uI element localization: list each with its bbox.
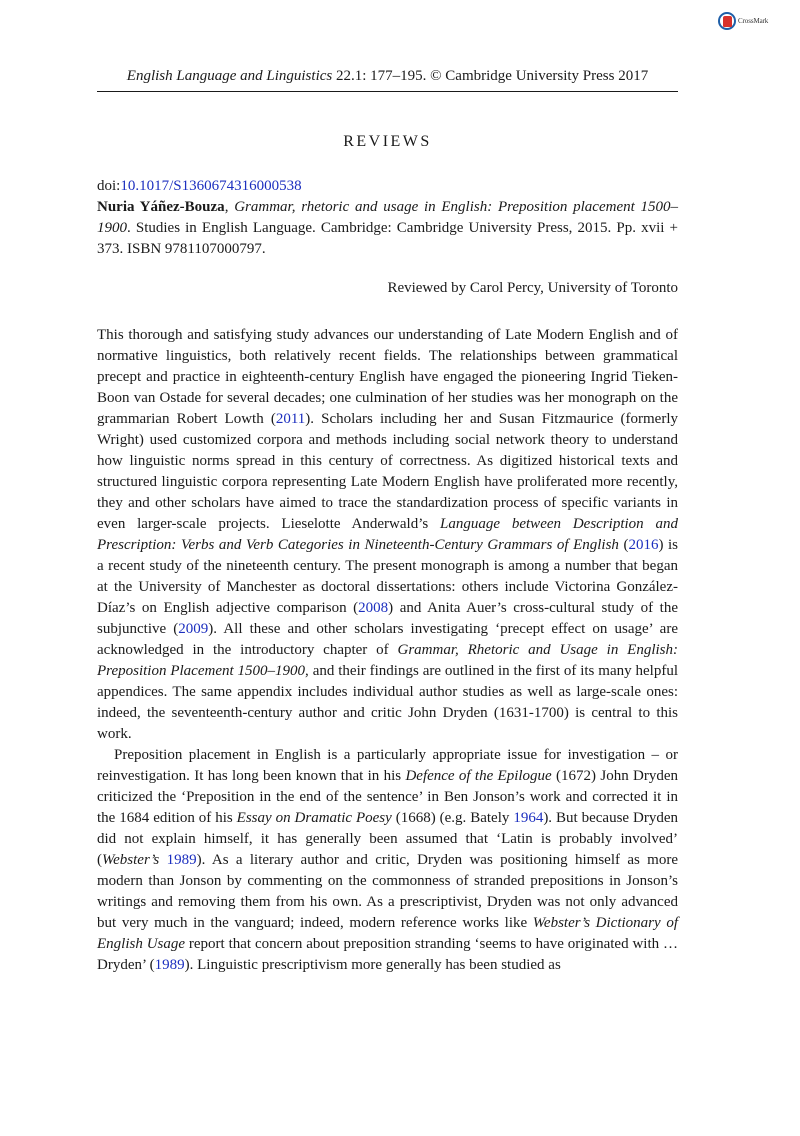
text: (1668) (e.g. Bately bbox=[391, 810, 514, 826]
book-author: Nuria Yáñez-Bouza bbox=[97, 199, 225, 215]
citation-separator: , bbox=[224, 199, 235, 215]
reviewer-line: Reviewed by Carol Percy, University of Toronto bbox=[387, 280, 678, 296]
doi-prefix: doi: bbox=[97, 178, 121, 194]
header-rule bbox=[97, 91, 678, 92]
doi-link[interactable]: 10.1017/S1360674316000538 bbox=[120, 178, 302, 194]
ref-link[interactable]: 1964 bbox=[513, 810, 544, 826]
text: ) and Anita Auer’s cross-cultural study of the subjunctive ( bbox=[97, 600, 678, 637]
issue-info: 22.1: 177–195. © Cambridge University Press 2017 bbox=[332, 68, 649, 84]
italic-title: Webster’s bbox=[102, 852, 160, 868]
italic-title: Essay on Dramatic Poesy bbox=[236, 810, 392, 826]
ref-link[interactable]: 1989 bbox=[166, 852, 197, 868]
ref-link[interactable]: 2016 bbox=[628, 537, 659, 553]
journal-name: English Language and Linguistics bbox=[126, 68, 333, 84]
italic-title: Grammar, Rhetoric and Usage in English: Preposition Placement 1500–1900 bbox=[97, 642, 678, 679]
book-title: Grammar, rhetoric and usage in English: Preposition placement 1500–1900 bbox=[97, 199, 679, 236]
section-title: REVIEWS bbox=[343, 133, 432, 150]
text: report that concern about preposition stranding ‘seems to have originated with … Dryden’ ( bbox=[97, 936, 678, 973]
book-details: . Studies in English Language. Cambridge: Cambridge University Press, 2015. Pp. xvii + 373. ISBN 9781107000797. bbox=[97, 220, 678, 257]
book-citation bbox=[97, 197, 678, 260]
italic-title: Webster’s Dictionary of English Usage bbox=[97, 915, 678, 952]
crossmark-badge[interactable] bbox=[718, 12, 768, 30]
text bbox=[159, 852, 166, 868]
text: ). Scholars including her and Susan Fitzmaurice (formerly Wright) used customized corpora and methods including social network theory to understand how linguistic norms spread in this century of correctness. As digitized historical texts and structured linguistic corpora representing Late Modern English have proliferated more recently, they and other scholars have aimed to trace the standardization process of specific variants in even larger-scale projects. Lieselotte Anderwald’s bbox=[97, 411, 679, 532]
text: ). As a literary author and critic, Dryden was positioning himself as more modern than Jonson by commenting on the commonness of stranded prepositions in Jonson’s writings and removing them from his own. As a prescriptivist, Dryden was not only advanced but very much in the vanguard; indeed, modern reference works like bbox=[97, 852, 678, 931]
ref-link[interactable]: 2009 bbox=[178, 621, 209, 637]
crossmark-icon bbox=[718, 12, 736, 30]
text: (1672) John Dryden criticized the ‘Preposition in the end of the sentence’ in Ben Jonson’s work and corrected it in the 1684 edition of his bbox=[97, 768, 679, 826]
paragraph-2 bbox=[97, 745, 678, 976]
text: ). But because Dryden did not explain himself, it has generally been assumed that ‘Latin is probably involved’ ( bbox=[97, 810, 678, 868]
ref-link[interactable]: 1989 bbox=[154, 957, 185, 973]
crossmark-label: CrossMark bbox=[738, 17, 769, 25]
text: ) is a recent study of the nineteenth century. The present monograph is among a number that began at the University of Manchester as doctoral dissertations: others include Victorina González-Díaz’s on English adjective comparison ( bbox=[97, 537, 679, 616]
text: ( bbox=[618, 537, 629, 553]
review-body bbox=[97, 325, 678, 976]
text: , and their findings are outlined in the first of its many helpful appendices. The same appendix includes individual author studies as well as large-scale ones: indeed, the seventeenth-century author and critic John Dryden (1631-1700) is central to this work. bbox=[97, 663, 678, 742]
running-head bbox=[97, 66, 678, 86]
italic-title: Defence of the Epilogue bbox=[405, 768, 552, 784]
text: Preposition placement in English is a particularly appropriate issue for investigation – or reinvestigation. It has long been known that in his bbox=[97, 747, 678, 784]
text: ). All these and other scholars investigating ‘precept effect on usage’ are acknowledged in the introductory chapter of bbox=[97, 621, 678, 658]
italic-title: Language between Description and Prescription: Verbs and Verb Categories in Nineteenth-Century Grammars of English bbox=[97, 516, 678, 553]
ref-link[interactable]: 2011 bbox=[275, 411, 306, 427]
text: This thorough and satisfying study advances our understanding of Late Modern English and of normative linguistics, both relatively recent fields. The relationships between grammatical precept and practice in eighteenth-century English have engaged the pioneering Ingrid Tieken-Boon van Ostade for several decades; one culmination of her studies was her monograph on the grammarian Robert Lowth ( bbox=[97, 327, 678, 427]
ref-link[interactable]: 2008 bbox=[358, 600, 389, 616]
text: ). Linguistic prescriptivism more generally has been studied as bbox=[184, 957, 561, 973]
doi-line bbox=[97, 176, 302, 197]
paragraph-1 bbox=[97, 325, 678, 745]
